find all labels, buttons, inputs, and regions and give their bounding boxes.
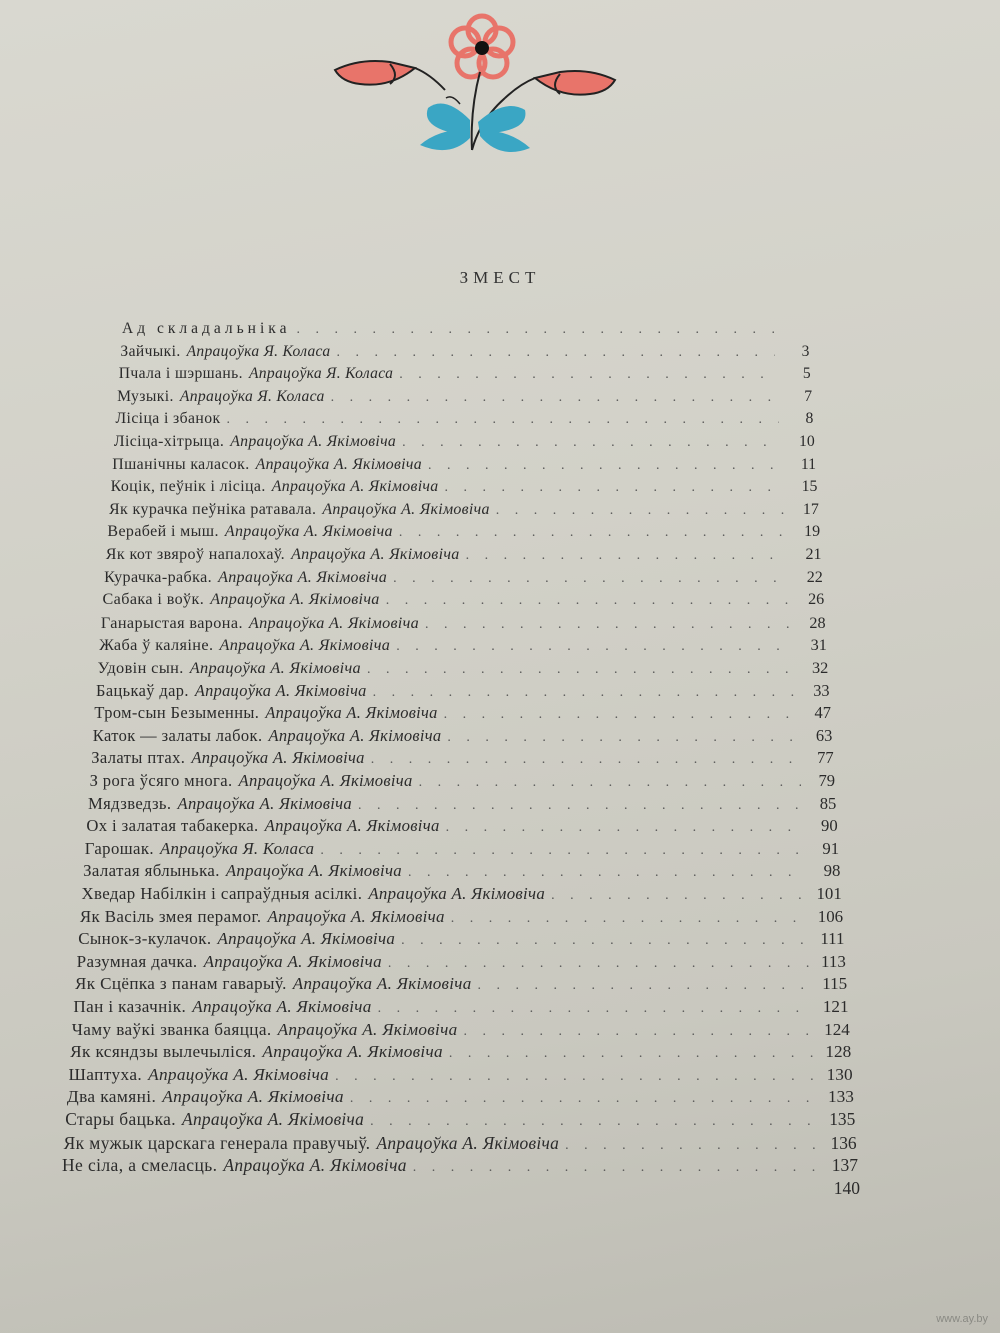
toc-entry	[77, 951, 846, 973]
dot-leader	[350, 1088, 820, 1110]
entry-title: Як мужык царскага генерала правучыў.	[63, 1132, 371, 1153]
entry-author: Апрацоўка А. Якімовіча	[218, 568, 388, 586]
entry-title: Коцік, пеўнік і лісіца.	[110, 478, 266, 496]
entry-title: Хведар Набілкін і сапраўдныя асілкі.	[81, 884, 363, 903]
dot-leader	[373, 682, 796, 704]
entry-author: Апрацоўка А. Якімовіча	[230, 433, 397, 450]
entry-page-number: 11	[800, 455, 817, 473]
toc-entry	[64, 1132, 857, 1154]
toc-entry	[93, 725, 833, 747]
entry-author: Апрацоўка Я. Коласа	[159, 838, 315, 858]
entry-author: Апрацоўка А. Якімовіча	[191, 748, 365, 768]
entry-title: Жаба ў каляіне.	[99, 636, 214, 655]
entry-page-number: 90	[821, 816, 838, 836]
dot-leader	[413, 1157, 824, 1179]
dot-leader	[335, 1066, 818, 1088]
entry-author: Апрацоўка А. Якімовіча	[148, 1064, 330, 1084]
toc-entry	[90, 770, 835, 792]
entry-author: Апрацоўка А. Якімовіча	[322, 500, 490, 518]
dot-leader	[401, 930, 810, 952]
entry-author: Апрацоўка А. Якімовіча	[267, 906, 445, 926]
entry-author: Апрацоўка А. Якімовіча	[292, 974, 472, 994]
entry-title: Каток — залаты лабок.	[92, 725, 263, 745]
dot-leader	[388, 953, 812, 975]
dot-leader	[396, 636, 793, 658]
entry-author: Апрацоўка А. Якімовіча	[182, 1110, 365, 1129]
toc-entry	[86, 815, 837, 837]
dot-leader	[226, 409, 779, 431]
toc-entry	[101, 612, 826, 634]
toc-entry	[116, 408, 814, 430]
entry-title: З рога ўсяго многа.	[89, 771, 233, 790]
entry-author: Апрацоўка А. Якімовіча	[264, 816, 440, 836]
entry-page-number: 111	[820, 929, 845, 949]
toc-entry	[98, 657, 829, 679]
entry-title: Ад складальніка	[122, 320, 291, 337]
table-of-contents	[0, 318, 1000, 1198]
entry-page-number: 79	[818, 771, 836, 790]
toc-entry	[78, 928, 844, 950]
dot-leader	[446, 817, 804, 839]
toc-entry	[104, 567, 823, 589]
entry-page-number: 26	[808, 591, 825, 609]
entry-title: Залатая яблынька.	[83, 861, 220, 881]
entry-title: Як кот звяроў напалохаў.	[105, 546, 286, 563]
toc-entry	[73, 996, 848, 1018]
entry-page-number: 124	[824, 1019, 850, 1039]
entry-title: Чаму ваўкі званка баяцца.	[71, 1019, 272, 1039]
entry-author: Апрацоўка Я. Коласа	[179, 387, 325, 405]
dot-leader	[428, 455, 782, 477]
entry-page-number: 121	[822, 997, 849, 1016]
entry-page-number: 106	[817, 906, 844, 926]
entry-title: Пчала і шэршань.	[118, 365, 243, 383]
entry-page-number: 115	[822, 974, 848, 994]
entry-author: Апрацоўка А. Якімовіча	[277, 1019, 458, 1039]
dot-leader	[402, 432, 781, 454]
entry-author: Апрацоўка А. Якімовіча	[189, 658, 361, 677]
final-page-number: 140	[833, 1177, 860, 1198]
dot-leader	[371, 749, 800, 771]
entry-page-number: 136	[830, 1132, 857, 1153]
dot-leader	[408, 862, 806, 884]
folk-flower-ornament	[320, 10, 630, 160]
entry-title: Бацькаў дар.	[96, 680, 189, 700]
toc-entry	[120, 341, 809, 363]
entry-author: Апрацоўка А. Якімовіча	[268, 725, 442, 745]
entry-page-number: 135	[829, 1110, 856, 1129]
entry-author: Апрацоўка А. Якімовіча	[219, 636, 391, 655]
entry-title: Лісіца-хітрыца.	[113, 433, 225, 450]
entry-title: Пшанічны каласок.	[112, 455, 250, 473]
entry-title: Як Васіль змея перамог.	[79, 906, 262, 926]
toc-entry	[91, 747, 833, 769]
entry-page-number: 113	[820, 951, 846, 971]
dot-leader	[399, 522, 786, 544]
entry-page-number: 128	[825, 1042, 852, 1062]
entry-title: Як ксяндзы вылечыліся.	[70, 1042, 257, 1062]
toc-entry	[67, 1086, 854, 1108]
dot-leader	[320, 840, 805, 862]
entry-author: Апрацоўка Я. Коласа	[186, 342, 331, 360]
entry-page-number: 3	[801, 342, 810, 360]
toc-entry	[81, 883, 841, 905]
dot-leader	[358, 795, 802, 817]
entry-page-number: 15	[801, 478, 818, 496]
entry-title: Верабей і мыш.	[107, 523, 219, 541]
entry-author: Апрацоўка А. Якімовіча	[291, 546, 460, 563]
dot-leader	[296, 319, 774, 341]
entry-title: Разумная дачка.	[76, 951, 198, 971]
entry-title: Удовін сын.	[97, 658, 184, 677]
dot-leader	[367, 659, 794, 681]
toc-entry	[68, 1064, 852, 1086]
toc-entry	[99, 634, 827, 656]
entry-page-number: 98	[823, 861, 841, 881]
entry-title: Тром-сын Безыменны.	[94, 703, 260, 723]
toc-entry	[94, 702, 831, 724]
dot-leader	[393, 568, 789, 590]
dot-leader	[463, 1021, 815, 1043]
entry-author: Апрацоўка А. Якімовіча	[223, 1155, 407, 1176]
entry-page-number: 10	[798, 433, 815, 450]
entry-author: Апрацоўка А. Якімовіча	[224, 523, 393, 541]
entry-page-number: 19	[804, 523, 821, 541]
entry-title: Зайчыкі.	[120, 342, 181, 360]
entry-author: Апрацоўка А. Якімовіча	[255, 455, 422, 473]
entry-title: Шаптуха.	[68, 1064, 143, 1084]
entry-title: Мядзведзь.	[87, 793, 172, 813]
toc-entry	[72, 1019, 850, 1041]
entry-title: Сынок-з-кулачок.	[78, 929, 212, 949]
toc-entry	[109, 499, 819, 521]
toc-entry	[75, 973, 847, 995]
dot-leader	[386, 590, 791, 612]
entry-title: Пан і казачнік.	[73, 997, 187, 1016]
entry-title: Залаты птах.	[91, 748, 186, 768]
entry-title: Гарошак.	[84, 838, 154, 858]
entry-author: Апрацоўка А. Якімовіча	[238, 771, 413, 790]
entry-title: Ох і залатая табакерка.	[86, 816, 259, 836]
dot-leader	[336, 342, 775, 364]
toc-entry	[117, 386, 812, 408]
dot-leader	[370, 1111, 821, 1133]
entry-title: Не сіла, а смеласць.	[62, 1155, 218, 1176]
toc-entry	[85, 838, 839, 860]
entry-title: Стары бацька.	[65, 1110, 177, 1129]
dot-leader	[425, 614, 792, 636]
entry-page-number: 133	[827, 1087, 854, 1107]
dot-leader	[445, 477, 784, 499]
entry-page-number: 8	[805, 410, 814, 428]
entry-page-number: 5	[802, 365, 811, 383]
entry-author: Апрацоўка А. Якімовіча	[376, 1132, 560, 1153]
entry-author: Апрацоўка А. Якімовіча	[265, 703, 438, 723]
entry-page-number: 63	[815, 725, 833, 745]
toc-entry	[114, 431, 815, 453]
dot-leader	[444, 704, 797, 726]
toc-entry	[62, 1154, 858, 1176]
toc-entry	[106, 544, 822, 566]
entry-page-number: 31	[810, 636, 827, 655]
dot-leader	[331, 387, 778, 409]
entry-author: Апрацоўка А. Якімовіча	[262, 1042, 443, 1062]
entry-page-number: 28	[809, 613, 826, 632]
entry-title: Два камяні.	[66, 1087, 157, 1107]
dot-leader	[419, 772, 801, 794]
dot-leader	[399, 364, 777, 386]
entry-page-number: 130	[826, 1064, 853, 1084]
site-watermark: www.ay.by	[936, 1313, 988, 1325]
entry-author: Апрацоўка А. Якімовіча	[271, 478, 439, 496]
entry-page-number: 7	[804, 387, 813, 405]
entry-title: Як Сцёпка з панам гаварыў.	[74, 974, 287, 994]
toc-entry	[96, 680, 830, 702]
toc-entry	[112, 454, 816, 476]
toc-entry	[122, 318, 808, 340]
entry-author: Апрацоўка А. Якімовіча	[162, 1087, 344, 1107]
toc-entry	[70, 1041, 851, 1063]
contents-heading: ЗМЕСТ	[459, 268, 541, 287]
toc-entry	[65, 1109, 855, 1131]
entry-page-number: 47	[814, 703, 831, 723]
toc-entry	[119, 363, 811, 385]
toc-entry	[83, 860, 840, 882]
entry-author: Апрацоўка А. Якімовіча	[192, 997, 372, 1016]
entry-page-number: 85	[819, 793, 837, 813]
entry-author: Апрацоўка А. Якімовіча	[210, 591, 380, 609]
entry-title: Як курачка пеўніка ратавала.	[109, 500, 317, 518]
entry-title: Ганарыстая варона.	[100, 613, 243, 632]
entry-title: Сабака і воўк.	[102, 591, 205, 609]
dot-leader	[478, 975, 814, 997]
entry-author: Апрацоўка Я. Коласа	[248, 365, 394, 383]
entry-author: Апрацоўка А. Якімовіча	[177, 793, 353, 813]
entry-author: Апрацоўка А. Якімовіча	[225, 861, 402, 881]
entry-title: Курачка-рабка.	[104, 568, 213, 586]
dot-leader	[551, 885, 808, 907]
toc-entry	[111, 476, 818, 498]
entry-author: Апрацоўка А. Якімовіча	[194, 680, 367, 700]
entry-page-number: 22	[806, 568, 823, 586]
entry-page-number: 91	[822, 838, 840, 858]
toc-entry	[103, 589, 825, 611]
dot-leader	[466, 545, 788, 567]
toc-entry	[88, 793, 836, 815]
dot-leader	[451, 908, 809, 930]
entry-author: Апрацоўка А. Якімовіча	[217, 929, 396, 949]
toc-entry	[107, 521, 820, 543]
entry-author: Апрацоўка А. Якімовіча	[368, 884, 546, 903]
dot-leader	[496, 500, 785, 522]
toc-entry	[80, 906, 843, 928]
entry-page-number: 21	[805, 546, 822, 563]
dot-leader	[378, 998, 815, 1020]
entry-page-number: 17	[802, 500, 819, 518]
dot-leader	[449, 1043, 817, 1065]
dot-leader	[447, 727, 798, 749]
entry-page-number: 33	[813, 680, 830, 700]
entry-author: Апрацоўка А. Якімовіча	[248, 613, 420, 632]
entry-page-number: 137	[831, 1155, 858, 1176]
entry-author: Апрацоўка А. Якімовіча	[203, 951, 382, 971]
entry-title: Лісіца і збанок	[115, 410, 221, 428]
entry-title: Музыкі.	[117, 387, 174, 405]
entry-page-number: 77	[817, 748, 834, 768]
entry-page-number: 32	[811, 658, 829, 677]
entry-page-number: 101	[816, 884, 842, 903]
